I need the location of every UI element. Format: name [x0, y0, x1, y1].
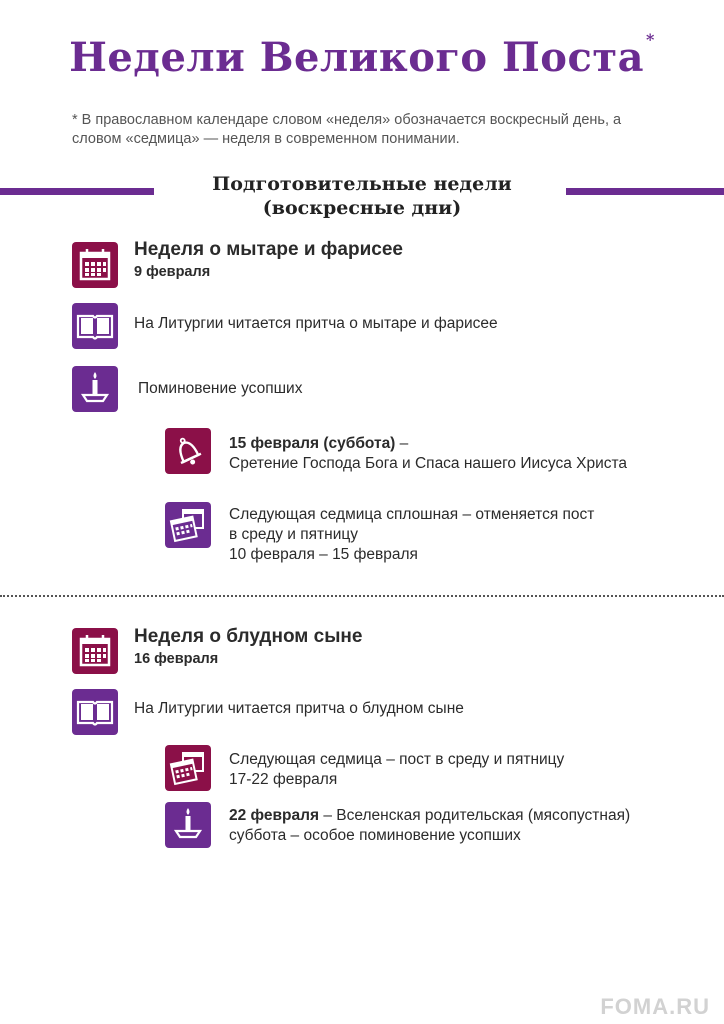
calendars-icon: [165, 502, 211, 548]
week-date: 9 февраля: [134, 264, 211, 280]
fast-line-3: 10 февраля – 15 февраля: [229, 546, 418, 563]
reading-text: На Литургии читается притча о мытаре и фарисее: [134, 315, 498, 332]
calendars-icon: [165, 745, 211, 791]
subtitle-line-1: Подготовительные недели: [212, 173, 512, 195]
left-accent-bar: [0, 188, 154, 195]
site-logo: FOMA.RU: [600, 994, 710, 1019]
week-title: Неделя о блудном сыне: [134, 626, 363, 647]
footnote: * В православном календаре словом «неделя» обозначается воскресный день, а словом «седмица» — неделя в современном понимании.: [72, 112, 622, 147]
right-accent-bar: [566, 188, 724, 195]
week-date: 16 февраля: [134, 651, 219, 667]
bell-icon: [165, 428, 211, 474]
fast-line-2: 17-22 февраля: [229, 771, 338, 788]
fast-line-2: в среду и пятницу: [229, 526, 358, 543]
calendar-icon: [72, 242, 118, 288]
subtitle-line-2: (воскресные дни): [262, 197, 462, 219]
candle-icon: [72, 366, 118, 412]
book-icon: [72, 303, 118, 349]
saturday-line-1: [229, 806, 630, 826]
page-title: [0, 30, 724, 81]
book-icon: [72, 689, 118, 735]
fast-line-1: Следующая седмица – пост в среду и пятницу: [229, 751, 565, 768]
feast-line-1: [229, 434, 408, 454]
title-text: Недели Великого Поста: [69, 34, 645, 81]
saturday-date: 22 февраля: [229, 807, 320, 824]
section-divider: [0, 595, 724, 597]
title-footnote-mark: *: [646, 30, 655, 49]
feast-date: 15 февраля (суббота): [229, 435, 396, 452]
feast-name: Сретение Господа Бога и Спаса нашего Иисуса Христа: [229, 455, 628, 472]
section-subtitle: [150, 172, 574, 220]
reading-text: На Литургии читается притча о блудном сыне: [134, 700, 464, 717]
calendar-icon: [72, 628, 118, 674]
remembrance-text: Поминовение усопших: [138, 380, 303, 397]
week-title: Неделя о мытаре и фарисее: [134, 239, 403, 260]
fast-line-1: Следующая седмица сплошная – отменяется пост: [229, 506, 595, 523]
saturday-description: – Вселенская родительская (мясопустная): [319, 807, 631, 824]
feast-separator: –: [395, 435, 409, 452]
saturday-line-2: суббота – особое поминовение усопших: [229, 827, 521, 844]
candle-icon: [165, 802, 211, 848]
